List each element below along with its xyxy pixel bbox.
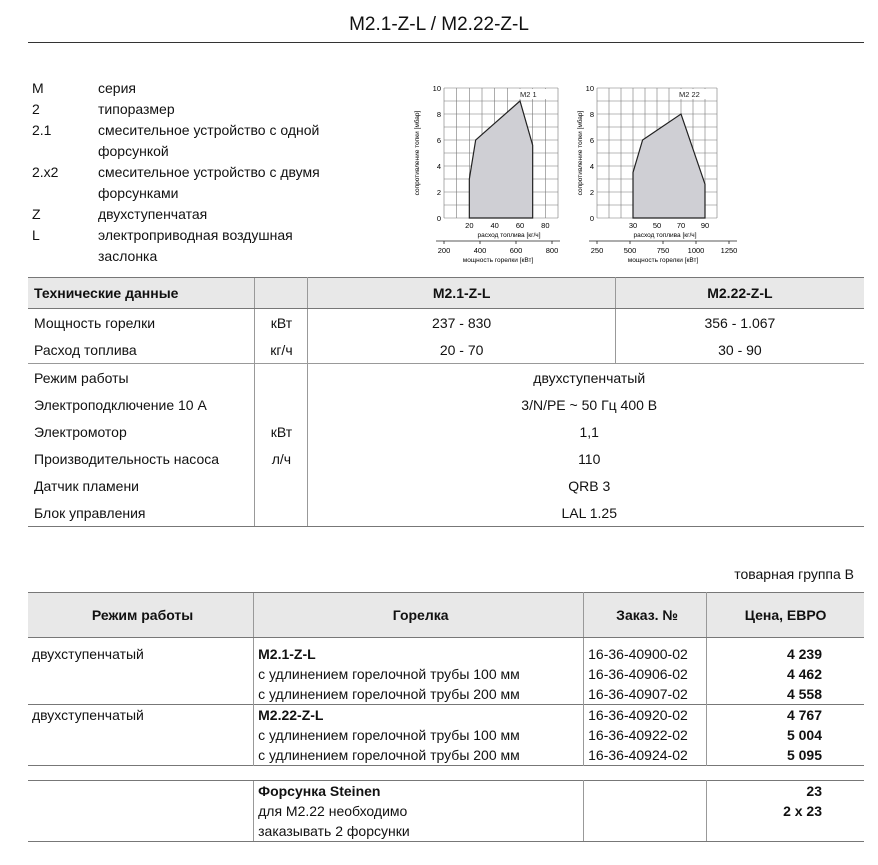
y-tick-label: 6: [436, 136, 441, 145]
order-table: [28, 592, 864, 842]
table-row: с удлинением горелочной трубы 200 мм 16-36-40924-02 5 095: [28, 745, 864, 766]
x2-tick-label: 800: [545, 246, 559, 255]
x2-tick-label: 600: [509, 246, 523, 255]
x2-axis-label: мощность горелки [кВт]: [462, 257, 534, 264]
x-axis-label: расход топлива [кг/ч]: [477, 232, 541, 239]
chart-svg: [575, 80, 740, 270]
table-row: Электромотор кВт 1,1: [28, 418, 864, 445]
x2-tick-label: 1000: [687, 246, 705, 255]
table-row: Форсунка Steinen 23: [28, 781, 864, 802]
table-row: заказывать 2 форсунки: [28, 821, 864, 842]
chart-m2-22: [575, 80, 740, 270]
x-tick-label: 40: [490, 221, 499, 230]
table-row: Блок управления LAL 1.25: [28, 499, 864, 527]
y-tick-label: 4: [436, 162, 441, 171]
x-tick-label: 50: [652, 221, 662, 230]
chart-svg: [410, 80, 565, 270]
chart-label: M2 22: [679, 90, 700, 99]
y-tick-label: 4: [589, 162, 594, 171]
spacer-row: [28, 766, 864, 781]
x-tick-label: 60: [515, 221, 525, 230]
page-title: M2.1-Z-L / M2.22-Z-L: [349, 14, 529, 35]
legend-row: L электроприводная воздушная заслонка: [32, 227, 293, 264]
tech-data-table: [28, 277, 864, 527]
table-row: для M2.22 необходимо 2 x 23: [28, 801, 864, 821]
chart-label: M2 1: [520, 90, 537, 99]
legend-row: M серия: [32, 80, 136, 96]
x-tick-label: 90: [700, 221, 710, 230]
x-axis-label: расход топлива [кг/ч]: [633, 232, 697, 239]
table-row: с удлинением горелочной трубы 200 мм 16-36-40907-02 4 558: [28, 684, 864, 705]
x-tick-label: 70: [676, 221, 686, 230]
y-tick-label: 2: [589, 188, 594, 197]
x2-tick-label: 400: [473, 246, 487, 255]
legend-row: 2.1 смесительное устройство с одной форсункой: [32, 122, 320, 159]
table-row: с удлинением горелочной трубы 100 мм 16-36-40906-02 4 462: [28, 664, 864, 684]
table-row: двухступенчатый M2.1-Z-L 16-36-40900-02 4 239: [28, 638, 864, 665]
x2-tick-label: 250: [590, 246, 604, 255]
x2-tick-label: 1250: [720, 246, 738, 255]
y-tick-label: 2: [436, 188, 441, 197]
working-field-area: [633, 114, 705, 218]
table-row: Производительность насоса л/ч 110: [28, 445, 864, 472]
y-tick-label: 0: [589, 214, 594, 223]
table-row: двухступенчатый M2.22-Z-L 16-36-40920-02 4 767: [28, 705, 864, 726]
x-tick-label: 20: [465, 221, 474, 230]
table-row: с удлинением горелочной трубы 100 мм 16-36-40922-02 5 004: [28, 725, 864, 745]
title-divider: [28, 42, 864, 43]
legend-row: Z двухступенчатая: [32, 206, 208, 222]
table-row: Датчик пламени QRB 3: [28, 472, 864, 499]
y-tick-label: 0: [436, 214, 441, 223]
x2-tick-label: 750: [656, 246, 670, 255]
x2-tick-label: 500: [623, 246, 637, 255]
x2-axis-label: мощность горелки [кВт]: [627, 257, 699, 264]
model-legend: [32, 78, 338, 267]
x-tick-label: 80: [541, 221, 550, 230]
y-tick-label: 8: [589, 110, 594, 119]
legend-row: 2 типоразмер: [32, 101, 175, 117]
legend-row: 2.x2 смесительное устройство с двумя форсунками: [32, 164, 320, 201]
y-tick-label: 6: [589, 136, 594, 145]
table-row: Расход топлива кг/ч 20 - 70 30 - 90: [28, 336, 864, 364]
y-axis-label: сопротивление топки [мбар]: [577, 110, 584, 196]
table-row: Режим работы двухступенчатый: [28, 364, 864, 392]
table-row: Электроподключение 10 А 3/N/PE ~ 50 Гц 400 В: [28, 391, 864, 418]
order-header: Режим работы Горелка Заказ. № Цена, ЕВРО: [28, 593, 864, 638]
x-tick-label: 30: [628, 221, 638, 230]
chart-m2-1: [410, 80, 565, 270]
product-group-label: товарная группа В: [734, 566, 854, 582]
tech-data-header: Технические данные M2.1-Z-L M2.22-Z-L: [28, 278, 864, 309]
table-row: Мощность горелки кВт 237 - 830 356 - 1.067: [28, 309, 864, 337]
y-tick-label: 10: [585, 84, 594, 93]
x2-tick-label: 200: [437, 246, 451, 255]
y-tick-label: 8: [436, 110, 441, 119]
y-tick-label: 10: [432, 84, 441, 93]
y-axis-label: сопротивление топки [мбар]: [414, 110, 421, 196]
working-field-area: [469, 101, 532, 218]
